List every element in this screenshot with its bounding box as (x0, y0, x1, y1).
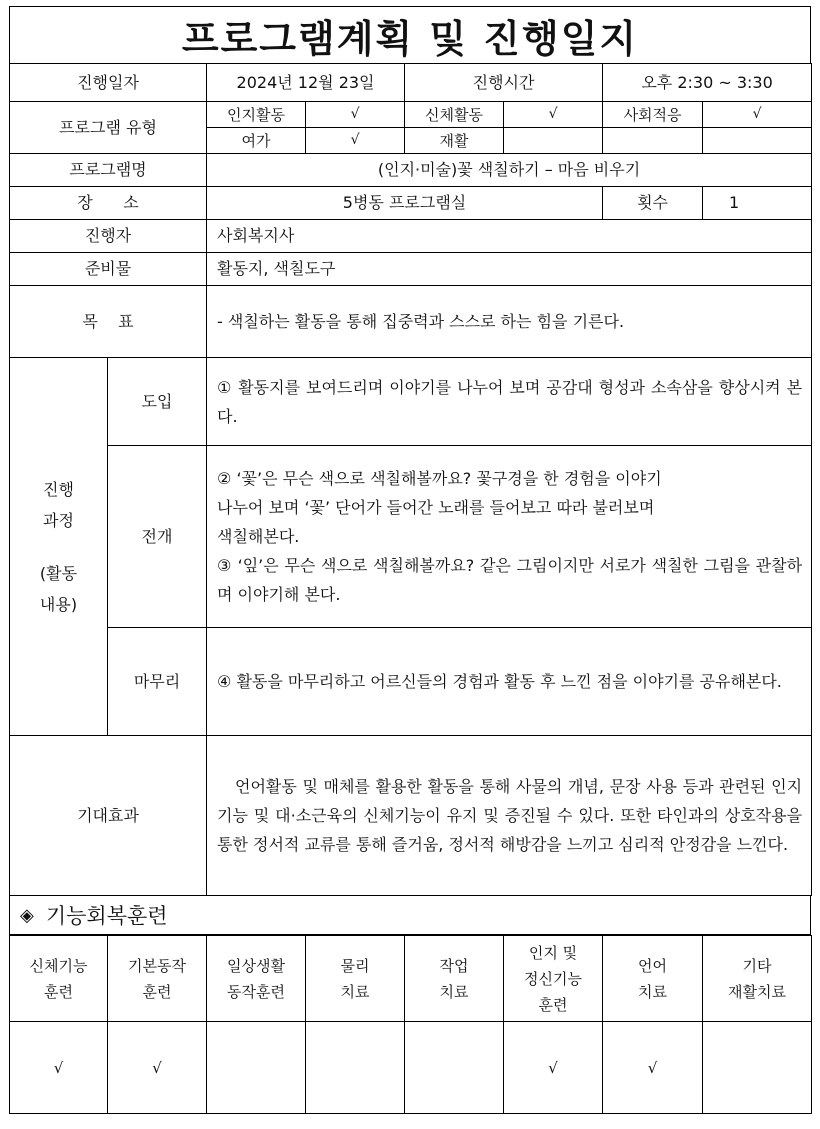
count-label: 횟수 (603, 187, 703, 220)
training-check (703, 1022, 812, 1114)
leader-value: 사회복지사 (207, 220, 812, 253)
info-table (9, 63, 812, 896)
training-check: √ (504, 1022, 603, 1114)
training-check (306, 1022, 405, 1114)
development-text (207, 446, 812, 628)
type-name: 재활 (405, 128, 504, 154)
type-name: 인지활동 (207, 102, 306, 128)
program-label: 프로그램명 (10, 154, 207, 187)
development-line: ② ‘꽃’은 무슨 색으로 색칠해볼까요? 꽃구경을 한 경험을 이야기 (217, 469, 662, 488)
time-value: 오후 2:30 ~ 3:30 (603, 64, 812, 102)
training-section-header (9, 896, 811, 935)
time-label: 진행시간 (405, 64, 603, 102)
type-check: √ (703, 102, 812, 128)
development-line: 색칠해본다. (217, 527, 300, 546)
training-check: √ (108, 1022, 207, 1114)
development-line: ③ ‘잎’은 무슨 색으로 색칠해볼까요? 같은 그림이지만 서로가 색칠한 그림을 관찰하며 이야기해 본다. (217, 556, 803, 604)
process-label-line: 내용) (39, 594, 78, 614)
type-name: 여가 (207, 128, 306, 154)
training-col-header: 작업 치료 (405, 936, 504, 1022)
intro-text: ① 활동지를 보여드리며 이야기를 나누어 보며 공감대 형성과 소속삼을 향상시켜 본다. (207, 358, 812, 446)
goal-label: 목 표 (10, 286, 207, 358)
program-log-sheet (9, 6, 811, 1114)
program-value: (인지·미술)꽃 색칠하기 – 마음 비우기 (207, 154, 812, 187)
training-col-header: 신체기능 훈련 (10, 936, 108, 1022)
count-value: 1 (703, 187, 812, 220)
empty-cell (603, 128, 703, 154)
date-label: 진행일자 (10, 64, 207, 102)
date-value: 2024년 12월 23일 (207, 64, 405, 102)
closing-label: 마무리 (108, 628, 207, 736)
training-check (405, 1022, 504, 1114)
diamond-icon: ◈ (20, 904, 34, 926)
training-col-header: 기타 재활치료 (703, 936, 812, 1022)
effect-label: 기대효과 (10, 736, 207, 896)
training-table (9, 935, 812, 1114)
empty-cell (703, 128, 812, 154)
document-title: 프로그램계획 및 진행일지 (9, 6, 811, 63)
process-label (10, 358, 108, 736)
effect-text: 언어활동 및 매체를 활용한 활동을 통해 사물의 개념, 문장 사용 등과 관련된 인지기능 및 대·소근육의 신체기능이 유지 및 증진될 수 있다. 또한 타인과의 상호작용을 통한 정서적 교류를 통해 즐거움, 정서적 해방감을 느끼고 심리적 안정감을 느낀다. (207, 736, 812, 896)
training-check: √ (10, 1022, 108, 1114)
development-line: 나누어 보며 ‘꽃’ 단어가 들어간 노래를 들어보고 따라 불러보며 (217, 498, 655, 517)
process-label-line: 진행 (43, 479, 74, 499)
prep-value: 활동지, 색칠도구 (207, 253, 812, 286)
prep-label: 준비물 (10, 253, 207, 286)
type-label: 프로그램 유형 (10, 102, 207, 154)
training-check: √ (603, 1022, 703, 1114)
process-label-line: (활동 (39, 563, 78, 583)
training-col-header: 기본동작 훈련 (108, 936, 207, 1022)
goal-value: - 색칠하는 활동을 통해 집중력과 스스로 하는 힘을 기른다. (207, 286, 812, 358)
type-check: √ (306, 128, 405, 154)
type-name: 신체활동 (405, 102, 504, 128)
training-header-text: 기능회복훈련 (45, 904, 168, 928)
intro-label: 도입 (108, 358, 207, 446)
training-col-header: 일상생활 동작훈련 (207, 936, 306, 1022)
leader-label: 진행자 (10, 220, 207, 253)
type-check (504, 128, 603, 154)
closing-text: ④ 활동을 마무리하고 어르신들의 경험과 활동 후 느낀 점을 이야기를 공유해본다. (207, 628, 812, 736)
training-col-header: 언어 치료 (603, 936, 703, 1022)
development-label: 전개 (108, 446, 207, 628)
type-check: √ (306, 102, 405, 128)
process-label-line: 과정 (43, 510, 74, 530)
training-col-header: 인지 및 정신기능 훈련 (504, 936, 603, 1022)
place-value: 5병동 프로그램실 (207, 187, 603, 220)
type-name: 사회적응 (603, 102, 703, 128)
place-label: 장 소 (10, 187, 207, 220)
type-check: √ (504, 102, 603, 128)
training-col-header: 물리 치료 (306, 936, 405, 1022)
training-check (207, 1022, 306, 1114)
